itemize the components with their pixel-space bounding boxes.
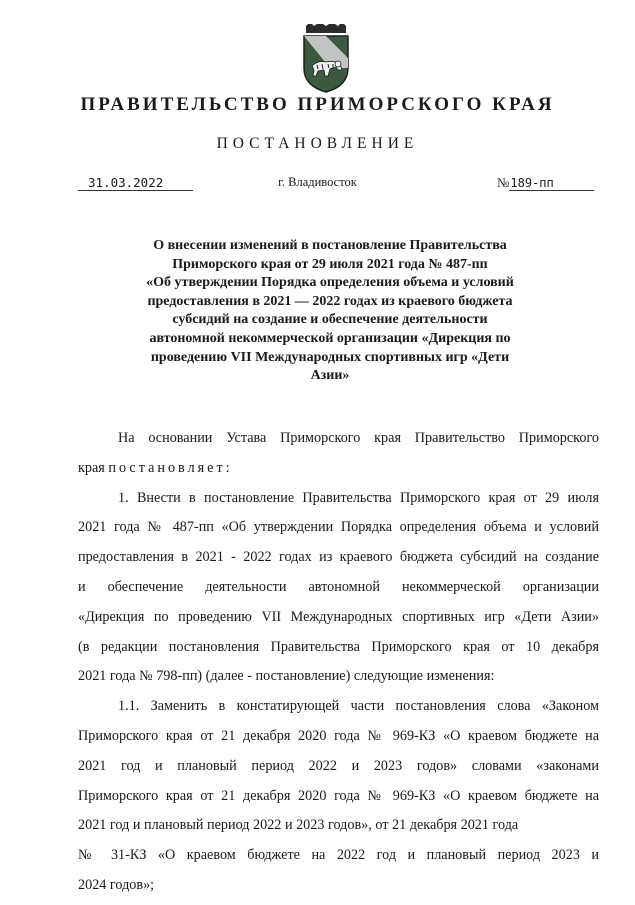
document-number xyxy=(497,175,594,191)
body-text: края xyxy=(78,459,105,476)
title-line: Приморского края от 29 июля 2021 года № 487-пп xyxy=(172,256,488,272)
coat-of-arms-icon xyxy=(300,24,352,94)
title-line: «Об утверждении Порядка определения объема и условий xyxy=(146,275,514,291)
body-line: и обеспечение деятельности автономной некоммерческой организации xyxy=(78,578,599,595)
number-value: 189-пп xyxy=(509,176,593,191)
title-line: субсидий на создание и обеспечение деятельности xyxy=(172,312,488,328)
paragraph-item-1 xyxy=(78,484,599,693)
body-line: (в редакции постановления Правительства Приморского края от 10 декабря xyxy=(78,638,599,655)
paragraph-item-1-1 xyxy=(78,692,599,901)
document-type: ПОСТАНОВЛЕНИЕ xyxy=(216,135,419,152)
document-city: г. Владивосток xyxy=(278,175,357,189)
body-line: 2024 годов»; xyxy=(78,876,155,893)
body-line: 1. Внести в постановление Правительства Приморского края от 29 июля xyxy=(118,489,599,506)
body-line: 2021 год и плановый период 2022 и 2023 годов», от 21 декабря 2021 года xyxy=(78,817,519,834)
title-line: О внесении изменений в постановление Правительства xyxy=(153,238,507,253)
title-line: предоставления в 2021 — 2022 годах из краевого бюджета xyxy=(147,293,513,309)
body-line: Приморского края от 21 декабря 2020 года № 969-КЗ «О краевом бюджете на xyxy=(78,727,599,744)
document-date: 31.03.2022 xyxy=(78,175,193,191)
body-line: 2021 год и плановый период 2022 и 2023 годов» словами «законами xyxy=(78,757,599,774)
body-text-spaced: постановляет: xyxy=(108,459,233,476)
body-line: 2021 года № 487-пп «Об утверждении Порядка определения объема и условий xyxy=(78,519,599,536)
body-line: 2021 года № 798-пп) (далее - постановление) следующие изменения: xyxy=(78,668,495,685)
body-line xyxy=(78,454,599,484)
body-line: № 31-КЗ «О краевом бюджете на 2022 год и плановый период 2023 и xyxy=(78,847,599,864)
resolution-title xyxy=(120,237,540,386)
title-line: автономной некоммерческой организации «Дирекция по xyxy=(149,330,511,346)
paragraph-preamble xyxy=(78,424,599,484)
document-body xyxy=(78,424,599,901)
number-prefix: № xyxy=(497,175,510,190)
body-line: предоставления в 2021 - 2022 годах из краевого бюджета субсидий на создание xyxy=(78,549,599,566)
body-line: Приморского края от 21 декабря 2020 года № 969-КЗ «О краевом бюджете на xyxy=(78,787,599,804)
body-line: 1.1. Заменить в констатирующей части постановления слова «Законом xyxy=(118,698,599,715)
body-line: «Дирекция по проведению VII Международных спортивных игр «Дети Азии» xyxy=(78,608,599,625)
title-line: Азии» xyxy=(310,368,350,384)
government-title: ПРАВИТЕЛЬСТВО ПРИМОРСКОГО КРАЯ xyxy=(80,94,555,115)
body-line: На основании Устава Приморского края Правительство Приморского xyxy=(118,430,599,446)
title-line: проведению VII Международных спортивных игр «Дети xyxy=(150,349,510,365)
